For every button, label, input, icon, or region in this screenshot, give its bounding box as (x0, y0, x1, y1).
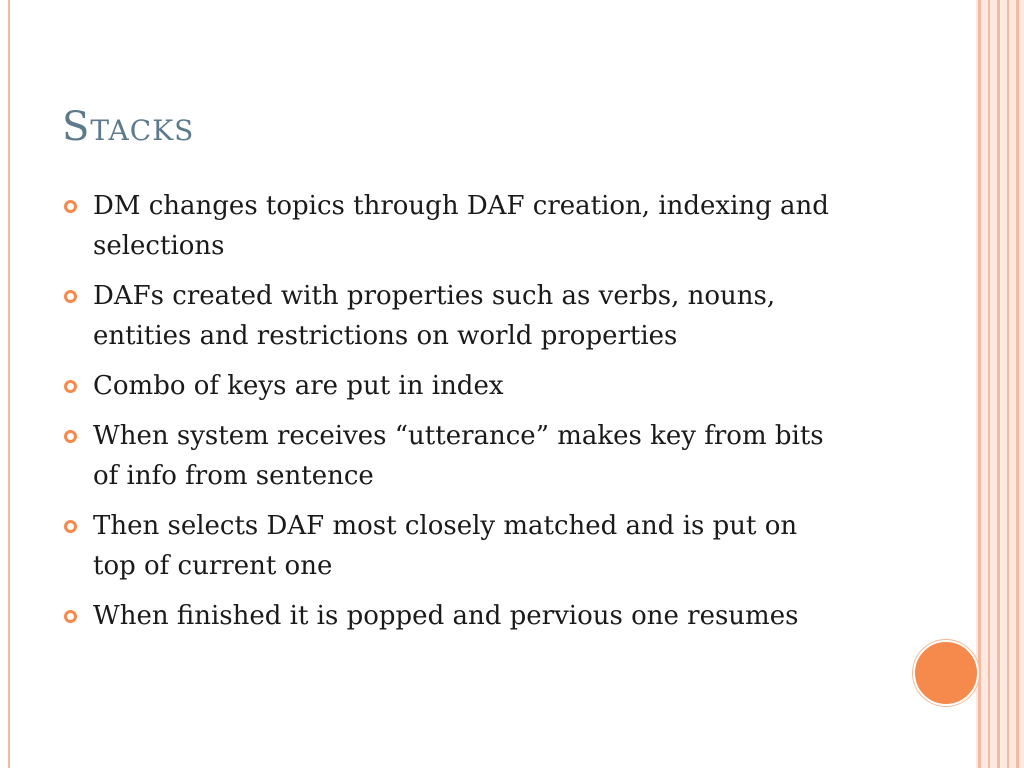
bullet-item (62, 596, 842, 636)
right-stripe (988, 0, 990, 768)
ring-bullet-icon (64, 380, 77, 393)
right-stripe (997, 0, 1000, 768)
bullet-text: Then selects DAF most closely matched and is put on top of current one (93, 511, 798, 581)
slide-title: Stacks (62, 104, 195, 150)
ring-bullet-icon (64, 520, 77, 533)
bullet-text: Combo of keys are put in index (93, 371, 504, 401)
right-stripe (978, 0, 981, 768)
bullet-text: DM changes topics through DAF creation, indexing and selections (93, 191, 829, 261)
bullet-text: DAFs created with properties such as verbs, nouns, entities and restrictions on world properties (93, 281, 776, 351)
right-stripe (1007, 0, 1009, 768)
ring-bullet-icon (64, 430, 77, 443)
orange-circle-decoration (913, 640, 979, 706)
left-decorative-line (8, 0, 10, 768)
bullet-text: When finished it is popped and pervious one resumes (93, 601, 799, 631)
right-stripe (1016, 0, 1019, 768)
bullet-item (62, 366, 842, 406)
ring-bullet-icon (64, 290, 77, 303)
bullet-item (62, 186, 842, 266)
ring-bullet-icon (64, 200, 77, 213)
bullet-item (62, 276, 842, 356)
bullet-list (62, 186, 842, 646)
bullet-item (62, 506, 842, 586)
bullet-text: When system receives “utterance” makes key from bits of info from sentence (93, 421, 824, 491)
ring-bullet-icon (64, 610, 77, 623)
bullet-item (62, 416, 842, 496)
